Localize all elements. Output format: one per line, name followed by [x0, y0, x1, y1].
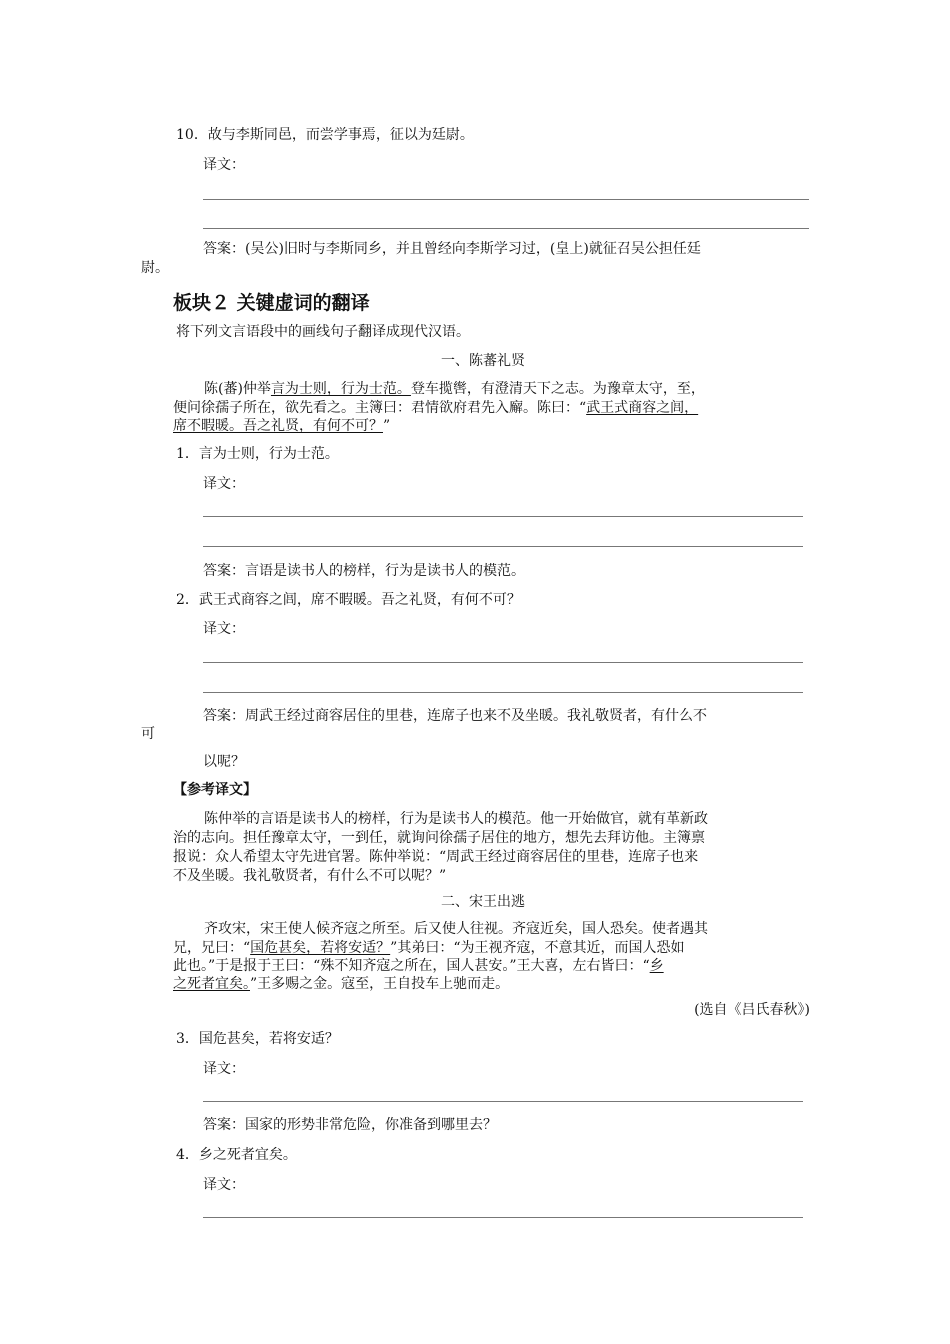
passage-line	[173, 973, 509, 993]
passage-text: ”其弟曰：“为王视齐寇，不意其近，而国人恐如	[390, 940, 685, 956]
passage-line	[173, 937, 685, 957]
instruction-text: 将下列文言语段中的画线句子翻译成现代汉语。	[176, 324, 470, 340]
underlined-sentence: 乡	[649, 958, 664, 974]
passage-text: 便问徐孺子所在，欲先看之。主簿曰：君情欲府君先入廨。陈曰：“	[173, 400, 587, 416]
answer-text: 答案：(吴公)旧时与李斯同乡，并且曾经向李斯学习过，(皇上)就征召吴公担任廷	[203, 241, 701, 257]
underlined-sentence: 国危甚矣，若将安适？	[250, 940, 391, 956]
passage-line	[204, 378, 705, 398]
question-4: 4．乡之死者宜矣。	[176, 1147, 297, 1163]
passage-line	[173, 415, 390, 435]
translation-label: 译文：	[203, 1061, 245, 1077]
translation-label: 译文：	[203, 621, 245, 637]
underlined-sentence: 之死者宜矣。	[173, 976, 250, 992]
question-2: 2．武王式商容之闾，席不暇暖。吾之礼贤，有何不可？	[176, 592, 521, 608]
answer-blank-line[interactable]	[203, 662, 803, 663]
reference-line: 陈仲举的言语是读书人的榜样，行为是读书人的模范。他一开始做官，就有革新政	[204, 811, 708, 827]
translation-label: 译文：	[203, 157, 245, 173]
answer-text-cont: 可	[141, 726, 155, 742]
passage-text: 此也。”于是报于王曰：“殊不知齐寇之所在，国人甚安。”王大喜，左右皆曰：“	[173, 958, 650, 974]
answer-blank-line[interactable]	[203, 1217, 803, 1218]
question-3: 3．国危甚矣，若将安适？	[176, 1031, 339, 1047]
answer-text-cont: 尉。	[141, 260, 169, 276]
answer-blank-line[interactable]	[203, 228, 809, 229]
section-heading: 板块２ 关键虚词的翻译	[173, 292, 370, 314]
passage-line	[173, 955, 664, 975]
translation-label: 译文：	[203, 476, 245, 492]
translation-label: 译文：	[203, 1177, 245, 1193]
question-10: 10．故与李斯同邑，而尝学事焉，征以为廷尉。	[176, 127, 474, 143]
reference-label: 【参考译文】	[173, 782, 257, 798]
reference-line: 不及坐暖。我礼敬贤者，有什么不可以呢？”	[173, 868, 447, 884]
passage-title: 一、陈蕃礼贤	[441, 353, 525, 369]
passage-text: 登车揽辔，有澄清天下之志。为豫章太守，至，	[410, 381, 705, 397]
passage-text: 兄，兄曰：“	[173, 940, 251, 956]
underlined-sentence: 武王式商容之闾，	[586, 400, 699, 416]
passage-text: ”王多赐之金。寇至，王自投车上驰而走。	[250, 976, 510, 992]
reference-line: 治的志向。担任豫章太守，一到任，就询问徐孺子居住的地方，想先去拜访他。主簿禀	[173, 830, 705, 846]
passage-line: 齐攻宋，宋王使人候齐寇之所至。后又使人往视。齐寇近矣，国人恐矣。使者遇其	[204, 921, 708, 937]
passage-title: 二、宋王出逃	[441, 894, 525, 910]
answer-text: 答案：国家的形势非常危险，你准备到哪里去？	[203, 1117, 497, 1133]
answer-text: 答案：周武王经过商容居住的里巷，连席子也来不及坐暖。我礼敬贤者，有什么不	[203, 708, 707, 724]
reference-line: 报说：众人希望太守先进官署。陈仲举说：“周武王经过商容居住的里巷，连席子也来	[173, 849, 699, 865]
answer-blank-line[interactable]	[203, 692, 803, 693]
passage-text: 陈(蕃)仲举	[204, 381, 271, 397]
source-citation: (选自《吕氏春秋》)	[694, 1002, 810, 1018]
underlined-sentence: 言为士则，行为士范。	[270, 381, 411, 397]
answer-blank-line[interactable]	[203, 516, 803, 517]
answer-blank-line[interactable]	[203, 1101, 803, 1102]
answer-blank-line[interactable]	[203, 199, 809, 200]
answer-blank-line[interactable]	[203, 546, 803, 547]
answer-text: 答案：言语是读书人的榜样，行为是读书人的模范。	[203, 563, 525, 579]
passage-text: ”	[383, 418, 391, 434]
underlined-sentence: 席不暇暖。吾之礼贤，有何不可？	[173, 418, 383, 434]
answer-text-cont: 以呢？	[203, 754, 245, 770]
question-1: 1．言为士则，行为士范。	[176, 446, 339, 462]
passage-line	[173, 397, 698, 417]
